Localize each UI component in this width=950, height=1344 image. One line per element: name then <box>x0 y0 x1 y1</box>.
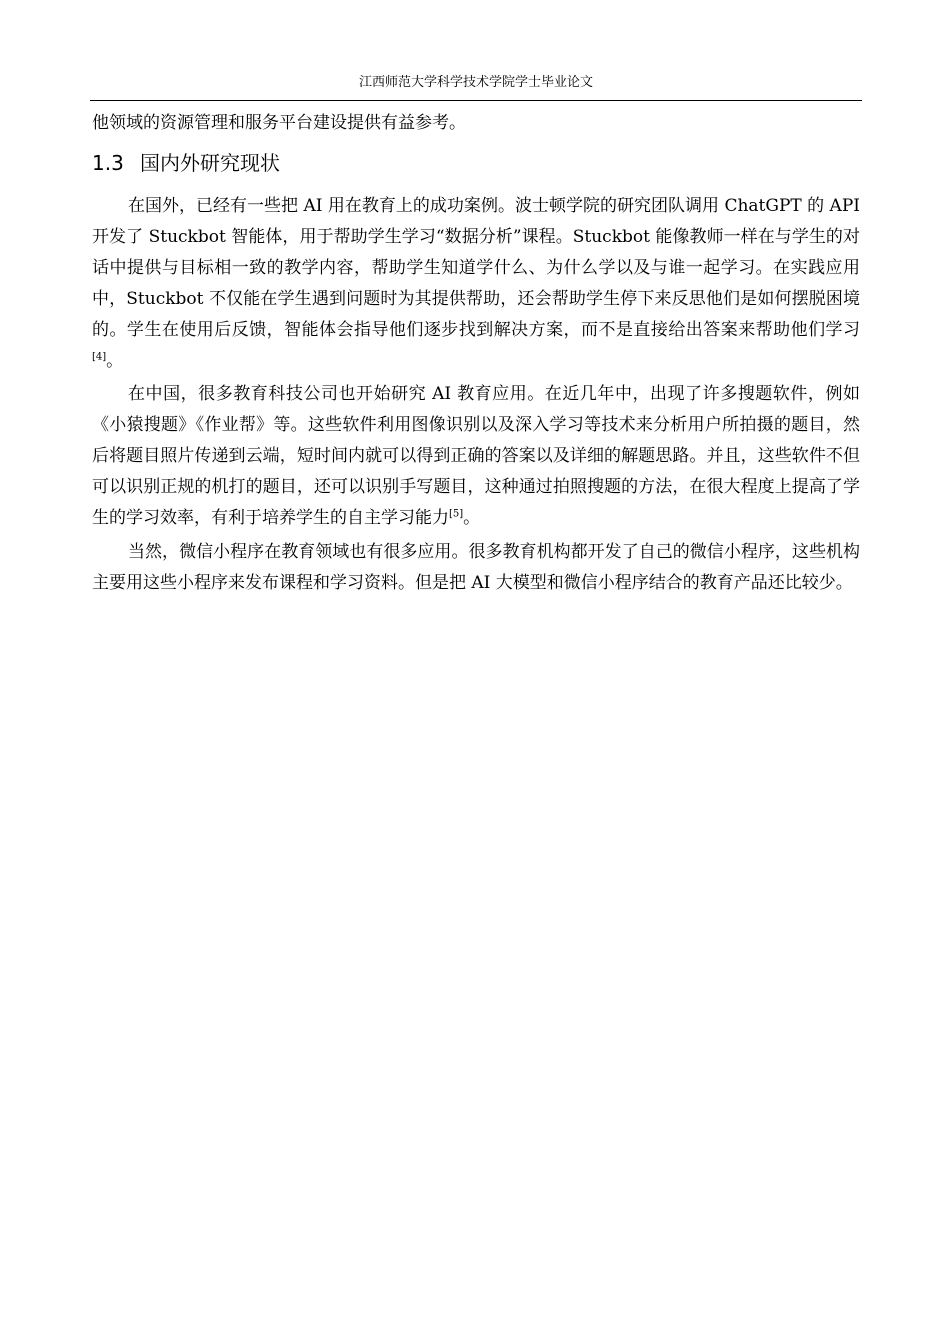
paragraph-text: 在中国，很多教育科技公司也开始研究 AI 教育应用。在近几年中，出现了许多搜题软件，例如《小猿搜题》《作业帮》等。这些软件利用图像识别以及深入学习等技术来分析用户所拍摄的题目，然后将题目照片传递到云端，短时间内就可以得到正确的答案以及详细的解题思路。并且，这些软件不但可以识别正规的机打的题目，还可以识别手写题目，这种通过拍照搜题的方法，在很大程度上提高了学生的学习效率，有利于培养学生的自主学习能力 <box>92 384 860 528</box>
section-number: 1.3 <box>92 151 124 175</box>
paragraph-wechat-mini-program <box>92 537 860 599</box>
paragraph-domestic-research <box>92 379 860 534</box>
header-rule <box>90 100 862 101</box>
paragraph-end: 。 <box>463 508 481 528</box>
running-header: 江西师范大学科学技术学院学士毕业论文 <box>358 75 593 90</box>
citation-5: [5] <box>449 508 464 520</box>
paragraph-text: 在国外，已经有一些把 AI 用在教育上的成功案例。波士顿学院的研究团队调用 ChatGPT 的 API 开发了 Stuckbot 智能体，用于帮助学生学习“数据分析”课程。Stuckbot 能像教师一样在与学生的对话中提供与目标相一致的教学内容，帮助学生知道学什么、为什么学以及与谁一起学习。在实践应用中，Stuckbot 不仅能在学生遇到问题时为其提供帮助，还会帮助学生停下来反思他们是如何摆脱困境的。学生在使用后反馈，智能体会指导他们逐步找到解决方案，而不是直接给出答案来帮助他们学习 <box>92 196 860 340</box>
continuation-paragraph: 他领域的资源管理和服务平台建设提供有益参考。 <box>92 113 466 133</box>
paragraph-text: 当然，微信小程序在教育领域也有很多应用。很多教育机构都开发了自己的微信小程序，这些机构主要用这些小程序来发布课程和学习资料。但是把 AI 大模型和微信小程序结合的教育产品还比较少。 <box>92 542 860 593</box>
section-title: 国内外研究现状 <box>140 151 280 175</box>
paragraph-foreign-research <box>92 191 860 377</box>
section-heading <box>92 149 280 177</box>
citation-4: [4] <box>92 351 107 363</box>
paragraph-end: 。 <box>106 351 124 371</box>
